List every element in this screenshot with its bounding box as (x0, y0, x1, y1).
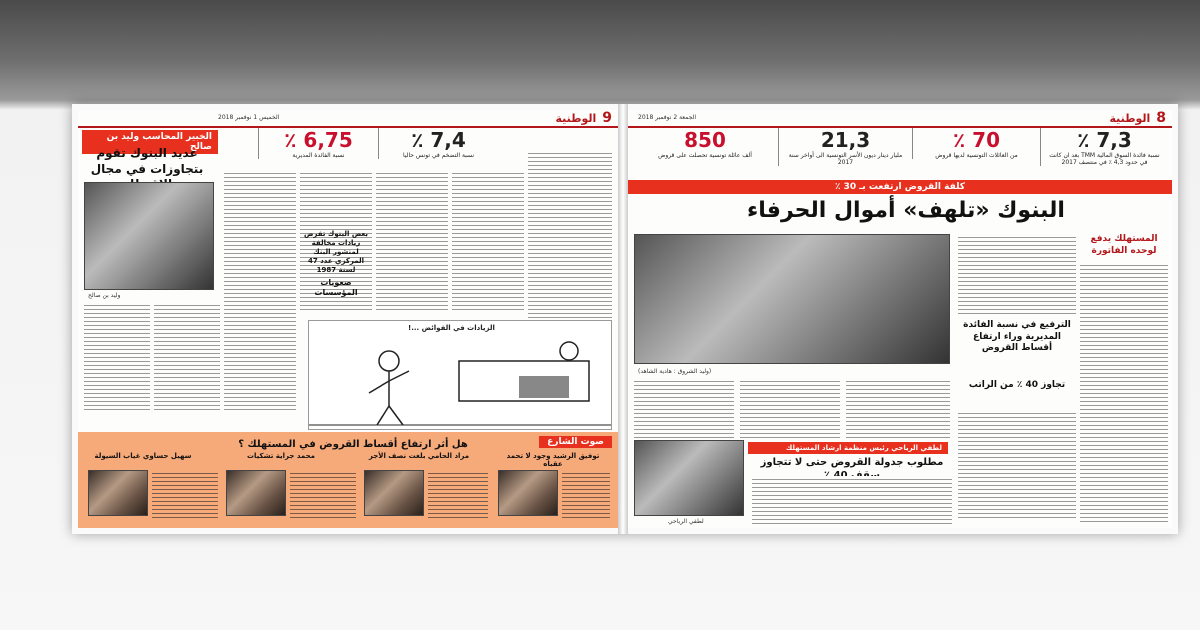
left-photo-caption: وليد بن صالح (88, 292, 121, 299)
cartoon-title: الزيادات في الفوائض ...! (408, 324, 495, 332)
vox-photo-2 (364, 470, 424, 516)
vox-text-4 (152, 470, 218, 520)
vox-name-2: مراد الحامي بلغت نصف الأجر (368, 452, 470, 460)
left-page-number: 9 (602, 110, 612, 126)
vox-photo-4 (88, 470, 148, 516)
left-sidebar-sub: صعوبات المؤسسات (314, 278, 358, 298)
left-sidebar-headline: بعض البنوك تفرض زيادات مخالفة لمنشور البنك المركزي عدد 47 لسنة 1987 (304, 230, 368, 275)
vox-photo-3 (226, 470, 286, 516)
main-photo-caption: (وليد الشروق : هادية الشاهد) (638, 368, 712, 375)
right-col-e (846, 378, 950, 438)
left-stat-2 (258, 128, 378, 159)
kicker: كلفة القروض ارتفعت بـ 30 ٪ (628, 180, 1172, 194)
right-stat-1-caption: نسبة فائدة السوق المالية TMM بعد ان كانت في حدود 4,3 ٪ في منتصف 2017 (1049, 152, 1160, 167)
cartoon (308, 320, 612, 430)
left-stat-1 (378, 128, 498, 159)
vox-text-3 (290, 470, 356, 520)
left-stat-2-value: 6,75 ٪ (284, 128, 353, 152)
left-masthead (555, 110, 612, 126)
right-col-c (634, 378, 734, 438)
vox-name-1: توفيق الرشيد وجود لا تحمد عقباه (506, 452, 600, 468)
right-col-b (958, 410, 1076, 520)
main-headline: البنوك «تلهف» أموال الحرفاء (747, 198, 1065, 223)
right-interview-label: لطفي الرياحي رئيس منظمة ارشاد المستهلك (748, 442, 948, 454)
left-stat-1-caption: نسبة التضخم في تونس حاليا (402, 152, 474, 159)
cartoon-drawing (309, 321, 611, 429)
right-stat-2-value: 70 ٪ (952, 128, 1000, 152)
newspaper-spread (72, 104, 1178, 534)
left-article-col-2 (154, 302, 220, 412)
left-article-col-6 (452, 170, 524, 310)
interviewee-photo (84, 182, 214, 290)
page-fold (618, 104, 628, 534)
vox-tag: صوت الشارع (539, 436, 612, 448)
left-stat-1-value: 7,4 ٪ (411, 128, 466, 152)
right-masthead-title: الوطنية (1109, 111, 1151, 125)
right-stat-4 (632, 128, 778, 159)
left-article-col-7 (528, 150, 612, 320)
right-stat-2 (912, 128, 1040, 159)
vox-text-1 (562, 470, 610, 520)
right-page (628, 110, 1172, 528)
vox-title: هل أثر ارتفاع أقساط القروض في المستهلك ؟ (238, 439, 468, 450)
right-person-photo (634, 440, 744, 516)
vox-name-4: سهيل حساوي غياب السيولة (94, 452, 192, 460)
left-date: الخميس 1 نوفمبر 2018 (218, 114, 280, 121)
right-stat-1-value: 7,3 ٪ (1077, 128, 1132, 152)
right-page-number: 8 (1156, 110, 1166, 126)
left-stat-2-caption: نسبة الفائدة المديرية (292, 152, 345, 159)
vox-photo-1 (498, 470, 558, 516)
side-column (1080, 262, 1168, 522)
right-col-d (740, 378, 840, 438)
right-stat-3 (778, 128, 912, 166)
main-photo (634, 234, 950, 364)
right-stat-4-caption: ألف عائلة تونسية تحصلت على قروض (658, 152, 752, 159)
vox-name-3: محمد جراية تشكيات (246, 452, 315, 460)
right-interview-headline: مطلوب جدولة القروض حتى لا تتجاوز (760, 457, 944, 468)
right-col-a (958, 234, 1076, 314)
pull-quote: الترفيع في نسبة الفائدة المديرية وراء ارتفاع أقساط القروض (963, 320, 1071, 354)
right-stat-1 (1040, 128, 1168, 166)
right-person-caption: لطفي الرياحي (668, 518, 704, 525)
right-stat-4-value: 850 (684, 128, 726, 152)
side-headline: المستهلك يدفع لوحده الفاتورة (1090, 234, 1158, 256)
right-date: الجمعة 2 نوفمبر 2018 (638, 114, 697, 121)
left-article-col-5 (376, 170, 448, 310)
right-stat-3-caption: مليار دينار ديون الأسر التونسية الى أواخر سنة 2017 (788, 152, 903, 167)
vox-text-2 (428, 470, 488, 520)
left-article-col-1 (84, 302, 150, 412)
right-masthead (1109, 110, 1166, 126)
left-masthead-title: الوطنية (555, 111, 597, 125)
left-article-col-3 (224, 170, 296, 410)
left-interview-headline: عديد البنوك تقوم بتجاوزات في مجال (90, 146, 204, 176)
left-page (78, 110, 618, 528)
pull-quote-2: تجاوز 40 ٪ من الراتب (968, 380, 1066, 390)
right-stat-2-caption: من العائلات التونسية لديها قروض (935, 152, 1018, 159)
left-interview-label: الخبير المحاسب وليد بن صالح (82, 130, 218, 154)
right-stat-3-value: 21,3 (820, 128, 871, 152)
right-interview-text (752, 476, 952, 524)
